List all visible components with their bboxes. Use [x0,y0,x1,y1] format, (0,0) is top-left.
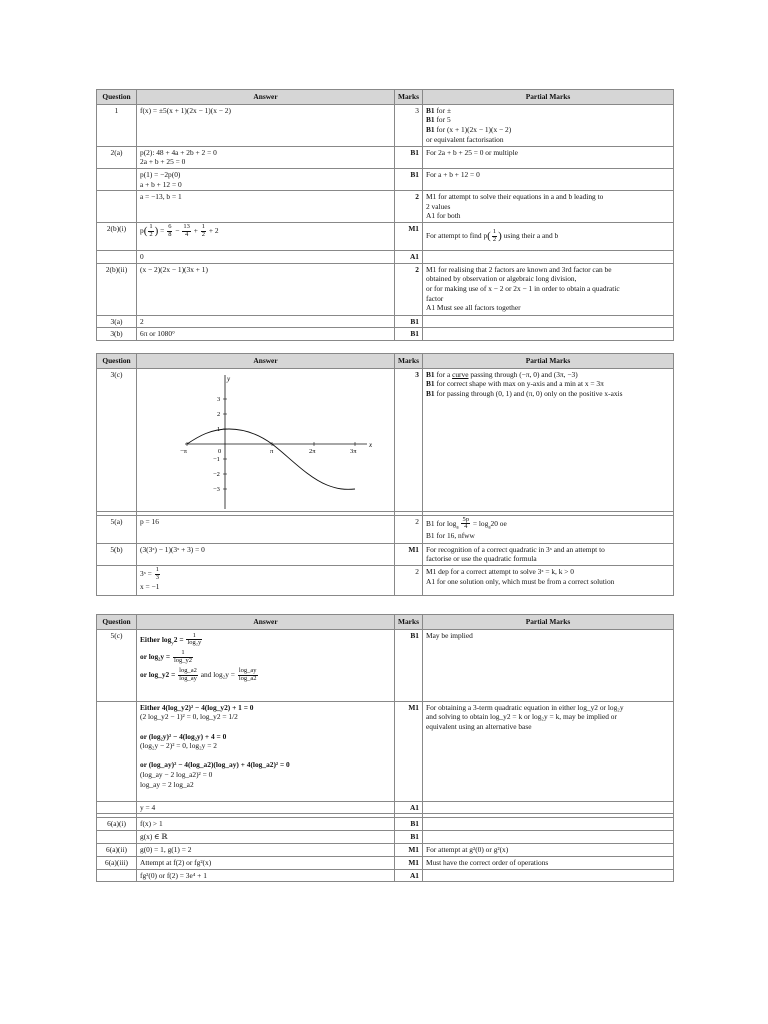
mark-scheme-table-3 [96,614,674,882]
marks-cell: B1 [395,168,423,190]
table-row [97,818,674,831]
partial-cell: B1 for a curve passing through (−π, 0) and (3π, −3) B1 for correct shape with max on y-axis and a min at x = 3π B1 for passing through (0, 1) and (π, 0) only on the positive x-axis [423,368,674,511]
answer-cell: p(1) = −2p(0) a + b + 12 = 0 [137,168,395,190]
table-row [97,251,674,264]
tick-label: −3 [213,485,220,493]
tick-label: 2π [309,447,316,455]
tick-label: −π [180,447,187,455]
table-row [97,869,674,882]
marks-cell: 2 [395,191,423,223]
answer-graph-cell [137,368,395,511]
table-row [97,191,674,223]
table-row [97,168,674,190]
mark-scheme-table-1 [96,89,674,341]
answer-cell: a = −13, b = 1 [137,191,395,223]
question-number: 2(b)(ii) [97,263,137,315]
marks-cell: 3 [395,368,423,511]
answer-cell: g(0) = 1, g(1) = 2 [137,844,395,857]
tick-label: 3π [350,447,357,455]
table-row [97,104,674,146]
tick-label: 2 [217,410,221,418]
marks-cell: B1 [395,831,423,844]
table-row [97,223,674,251]
answer-cell: y = 4 [137,801,395,814]
answer-cell: p( $\frac{1}{2}$ ) = $\frac{6}{8}$ − $\frac{13}{4}$ + $\frac{1}{2}$ + 2 [137,223,395,251]
marks-cell: M1 [395,856,423,869]
answer-cell: (x − 2)(2x − 1)(3x + 1) [137,263,395,315]
tick-label: 1 [217,425,221,433]
table-row [97,844,674,857]
marks-cell: 2 [395,515,423,543]
partial-cell: For a + b + 12 = 0 [423,168,674,190]
question-number: 5(b) [97,543,137,565]
table-row [97,801,674,814]
y-axis-label: y [227,374,231,383]
header-partial: Partial Marks [423,90,674,105]
tick-label: 0 [218,447,222,455]
partial-cell: B1 for ± B1 for 5 B1 for (x + 1)(2x − 1)(x − 2) or equivalent factorisation [423,104,674,146]
marks-cell: A1 [395,251,423,264]
question-number: 2(a) [97,146,137,168]
table-row [97,263,674,315]
table-row [97,629,674,701]
marks-cell: M1 [395,543,423,565]
partial-cell: For obtaining a 3-term quadratic equation in either log_y2 or log₂y and solving to obtain log_y2 = k or log₂y = k, may be implied or equivalent using an alternative base [423,701,674,801]
marks-cell: 2 [395,263,423,315]
partial-cell: For 2a + b + 25 = 0 or multiple [423,146,674,168]
answer-cell: 2 [137,315,395,328]
answer-cell: (3(3ˣ) − 1)(3ˣ + 3) = 0 [137,543,395,565]
answer-cell: 3ˣ = $\frac{1}{3}$ x = −1 [137,565,395,595]
table-row [97,831,674,844]
marks-cell: A1 [395,869,423,882]
tick-label: −2 [213,470,220,478]
partial-cell: For attempt at g²(0) or g²(x) [423,844,674,857]
partial-cell: May be implied [423,629,674,701]
answer-cell: p(2): 48 + 4a + 2b + 2 = 0 2a + b + 25 = 0 [137,146,395,168]
marks-cell: A1 [395,801,423,814]
answer-cell: Either 4(log_y2)² − 4(log_y2) + 1 = 0 (2 log_y2 − 1)² = 0, log_y2 = 1/2 or (log₂y)² − 4(log₂y) + 4 = 0 (log₂y − 2)² = 0, log₂y = 2 or (log_ay)² − 4(log_a2)(log_ay) + 4(log_a2)² = 0 (log_ay − 2 log_a2)² = 0 log_ay = 2 log_a2 [137,701,395,801]
question-number: 6(a)(i) [97,818,137,831]
answer-cell: p = 16 [137,515,395,543]
question-number: 3(b) [97,328,137,341]
marks-cell: M1 [395,223,423,251]
table-row [97,856,674,869]
marks-cell: 3 [395,104,423,146]
header-row [97,90,674,105]
answer-cell: Either $\log_y2$ = $\frac{1}{\text{log₂y}}$ or log₂y = $\frac{1}{\log\_y2}$ or log_y2 = $\frac{\log\_a2}{\log\_ay}$ and log₂y = $\frac{\log\_ay}{\log\_a2}$ [137,629,395,701]
table-row [97,328,674,341]
table-row [97,515,674,543]
answer-cell: Attempt at f(2) or fg²(x) [137,856,395,869]
answer-cell: f(x) > 1 [137,818,395,831]
answer-cell: fg²(0) or f(2) = 3e⁴ + 1 [137,869,395,882]
marks-cell: B1 [395,629,423,701]
marks-cell: B1 [395,818,423,831]
partial-cell: B1 for $\log_a$ $\frac{5p}{4}$ = $\log_a20$ oe B1 for 16, nfww [423,515,674,543]
table-row [97,146,674,168]
question-number: 5(c) [97,629,137,701]
partial-cell: For attempt to find p( $\frac{1}{2}$ ) using their a and b [423,223,674,251]
table-row [97,315,674,328]
mark-scheme-table-2 [96,353,674,596]
question-number: 3(c) [97,368,137,511]
partial-cell: Must have the correct order of operations [423,856,674,869]
header-marks: Marks [395,90,423,105]
tick-label: 3 [217,395,221,403]
marks-cell: 2 [395,565,423,595]
marks-cell: B1 [395,315,423,328]
answer-cell: 6π or 1080° [137,328,395,341]
answer-cell: 0 [137,251,395,264]
partial-cell: For recognition of a correct quadratic in 3ˣ and an attempt to factorise or use the quadratic formula [423,543,674,565]
marks-cell: M1 [395,701,423,801]
table-row [97,543,674,565]
table-row [97,565,674,595]
partial-cell: M1 for attempt to solve their equations in a and b leading to 2 values A1 for both [423,191,674,223]
answer-cell: g(x) ∈ ℝ [137,831,395,844]
tick-label: π [270,447,274,455]
marks-cell: M1 [395,844,423,857]
partial-cell: M1 dep for a correct attempt to solve 3ˣ = k, k > 0 A1 for one solution only, which must be from a correct solution [423,565,674,595]
header-row: Question Answer Marks Partial Marks [97,354,674,369]
question-number: 2(b)(i) [97,223,137,251]
table-row [97,701,674,801]
marks-cell: B1 [395,328,423,341]
question-number: 1 [97,104,137,146]
answer-cell: f(x) = ±5(x + 1)(2x − 1)(x − 2) [137,104,395,146]
x-axis-label: x [369,440,373,449]
marks-cell: B1 [395,146,423,168]
tick-label: −1 [213,455,220,463]
table-row [97,368,674,511]
question-number: 3(a) [97,315,137,328]
question-number: 6(a)(ii) [97,844,137,857]
question-number: 6(a)(iii) [97,856,137,869]
question-number: 5(a) [97,515,137,543]
header-question: Question [97,90,137,105]
header-row: Question Answer Marks Partial Marks [97,615,674,630]
partial-cell: M1 for realising that 2 factors are known and 3rd factor can be obtained by observation or algebraic long division, or for making use of x − 2 or 2x − 1 in order to obtain a quadratic factor A1 Must see all factors together [423,263,674,315]
header-answer: Answer [137,90,395,105]
sketch-graph [177,373,377,511]
